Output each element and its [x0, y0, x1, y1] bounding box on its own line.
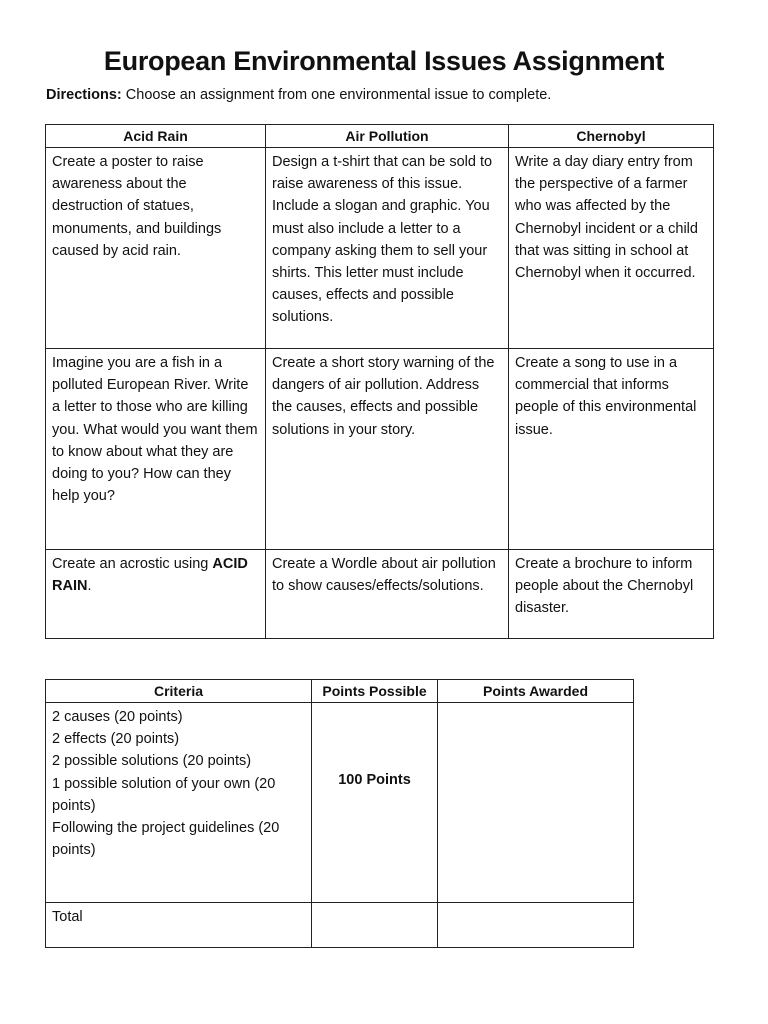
- assignment-chernobyl-song: Create a song to use in a commercial that informs people of this environmental issue.: [509, 349, 714, 550]
- assignment-air-pollution-story: Create a short story warning of the dangers of air pollution. Address the causes, effects and possible solutions in your story.: [266, 349, 509, 550]
- assignment-acid-rain-poster: Create a poster to raise awareness about the destruction of statues, monuments, and buildings caused by acid rain.: [46, 148, 266, 349]
- list-item: 2 causes (20 points): [52, 709, 183, 725]
- column-header-air-pollution: Air Pollution: [266, 125, 509, 148]
- column-header-criteria: Criteria: [46, 680, 312, 703]
- assignment-chernobyl-diary: Write a day diary entry from the perspective of a farmer who was affected by the Chernobyl incident or a child that was sitting in school at Chernobyl when it occurred.: [509, 148, 714, 349]
- assignment-air-pollution-tshirt: Design a t-shirt that can be sold to raise awareness of this issue. Include a slogan and graphic. You must also include a letter to a company asking them to sell your shirts. This letter must include causes, effects and possible solutions.: [266, 148, 509, 349]
- assignment-air-pollution-wordle: Create a Wordle about air pollution to show causes/effects/solutions.: [266, 550, 509, 639]
- column-header-acid-rain: Acid Rain: [46, 125, 266, 148]
- column-header-points-awarded: Points Awarded: [438, 680, 634, 703]
- list-item: 2 effects (20 points): [52, 731, 180, 748]
- acrostic-prefix: Create an acrostic using: [52, 556, 213, 572]
- column-header-chernobyl: Chernobyl: [509, 125, 714, 148]
- criteria-list: [46, 703, 312, 903]
- table-row: [46, 550, 714, 639]
- points-awarded-value: [438, 703, 634, 903]
- total-points-possible: [312, 903, 438, 948]
- rubric-criteria-row: [46, 703, 634, 903]
- total-label: Total: [46, 903, 312, 948]
- rubric-total-row: [46, 903, 634, 948]
- column-header-points-possible: Points Possible: [312, 680, 438, 703]
- table-row: [46, 349, 714, 550]
- assignment-acid-rain-acrostic: [46, 550, 266, 639]
- list-item: 2 possible solutions (20 points): [52, 753, 252, 770]
- points-possible-value: 100 Points: [312, 703, 438, 903]
- assignment-chernobyl-brochure: Create a brochure to inform people about the Chernobyl disaster.: [509, 550, 714, 639]
- table-row: [46, 148, 714, 349]
- table-header-row: [46, 125, 714, 148]
- assignment-choices-table: [45, 124, 714, 639]
- grading-rubric-table: [45, 679, 634, 948]
- list-item: Following the project guidelines (20 points): [52, 820, 280, 859]
- rubric-header-row: [46, 680, 634, 703]
- directions-label: Directions:: [46, 87, 122, 103]
- directions-text: Choose an assignment from one environmental issue to complete.: [121, 87, 552, 103]
- acrostic-bold-word: ACID RAIN: [52, 556, 248, 595]
- total-points-awarded: [438, 903, 634, 948]
- directions: [46, 87, 551, 103]
- list-item: 1 possible solution of your own (20 points): [52, 775, 276, 814]
- page-title: European Environmental Issues Assignment: [103, 46, 665, 76]
- acrostic-suffix: .: [87, 578, 92, 595]
- assignment-acid-rain-fish-letter: Imagine you are a fish in a polluted European River. Write a letter to those who are killing you. What would you want them to know about what they are doing to you? How can they help you?: [46, 349, 266, 550]
